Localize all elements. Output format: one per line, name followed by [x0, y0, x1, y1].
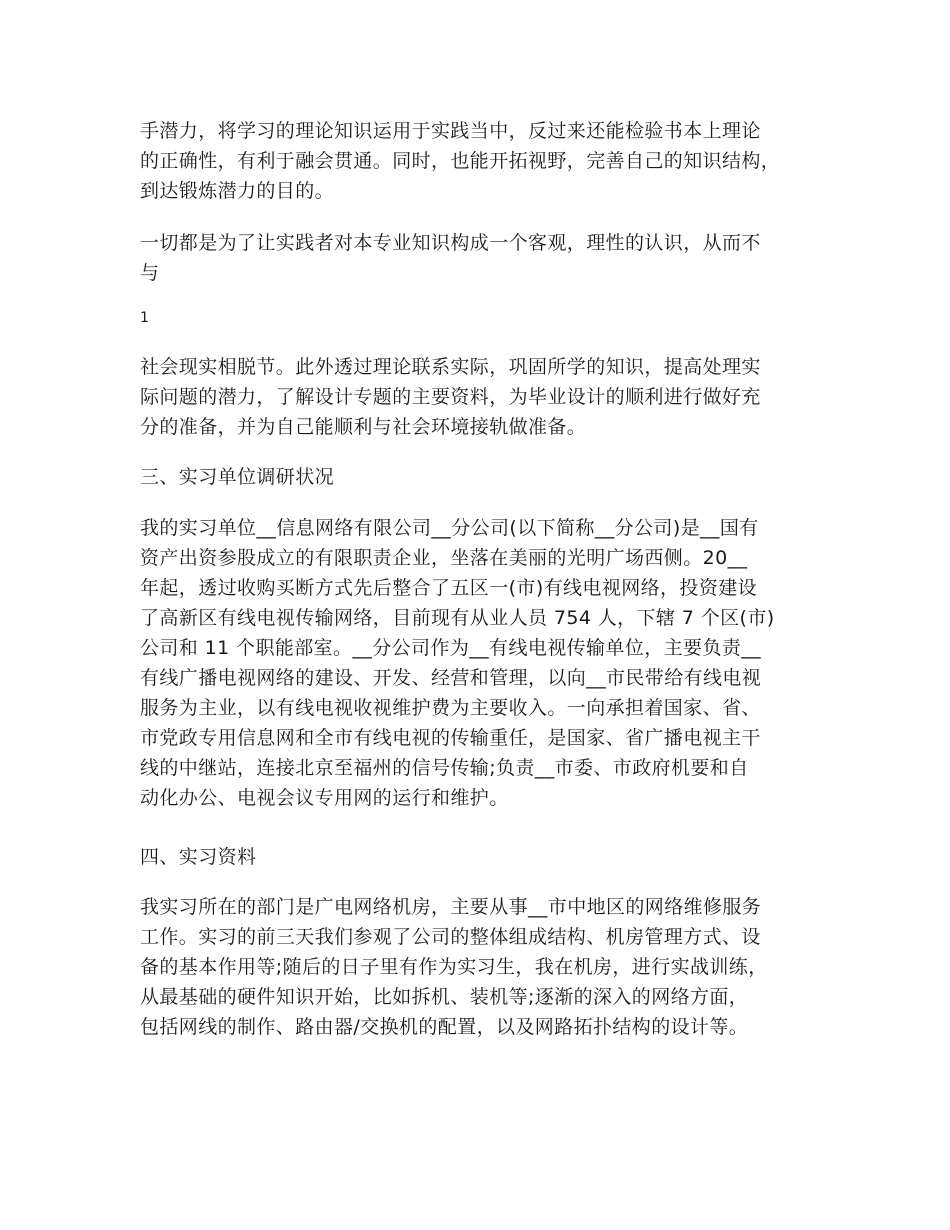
paragraph-practice-benefits [140, 116, 840, 206]
text-line: 一切都是为了让实践者对本专业知识构成一个客观，理性的认识，从而不 [140, 232, 761, 254]
text-line: 服务为主业，以有线电视收视维护费为主要收入。一向承担着国家、省、 [140, 697, 761, 719]
text-line: 的正确性，有利于融会贯通。同时，也能开拓视野，完善自己的知识结构， [140, 150, 781, 172]
text-line: 与 [140, 262, 160, 284]
text-line: 线的中继站，连接北京至福州的信号传输;负责__市委、市政府机要和自 [140, 757, 749, 779]
text-line: 动化办公、电视会议专用网的运行和维护。 [140, 787, 509, 809]
section-heading-internship-content [140, 842, 840, 872]
text-line: 分的准备，并为自己能顺利与社会环境接轨做准备。 [140, 416, 587, 438]
paragraph-theory-practice [140, 352, 840, 442]
text-line: 手潜力，将学习的理论知识运用于实践当中，反过来还能检验书本上理论 [140, 120, 761, 142]
paragraph-practice-purpose [140, 228, 840, 288]
text-line: 年起，透过收购买断方式先后整合了五区一(市)有线电视网络，投资建设 [140, 577, 758, 599]
section-heading: 四、实习资料 [140, 846, 257, 868]
text-line: 包括网线的制作、路由器/交换机的配置，以及网路拓扑结构的设计等。 [140, 1016, 749, 1038]
text-line: 从最基础的硬件知识开始，比如拆机、装机等;逐渐的深入的网络方面， [140, 986, 749, 1008]
text-line: 到达锻炼潜力的目的。 [140, 180, 335, 202]
text-line: 备的基本作用等;随后的日子里有作为实习生，我在机房，进行实战训练， [140, 956, 768, 978]
text-line: 公司和 11 个职能部室。__分公司作为__有线电视传输单位，主要负责__ [140, 637, 762, 659]
paragraph-internship-content [140, 892, 840, 1042]
text-line: 我的实习单位__信息网络有限公司__分公司(以下简称__分公司)是__国有 [140, 517, 759, 539]
paragraph-unit-description [140, 513, 840, 813]
page-number: 1 [140, 310, 150, 326]
page-number-block [140, 308, 840, 328]
text-line: 市党政专用信息网和全市有线电视的传输重任，是国家、省广播电视主干 [140, 727, 761, 749]
section-heading-unit-survey [140, 462, 840, 492]
text-line: 有线广播电视网络的建设、开发、经营和管理，以向__市民带给有线电视 [140, 667, 762, 689]
text-line: 资产出资参股成立的有限职责企业，坐落在美丽的光明广场西侧。20__ [140, 547, 748, 569]
text-line: 工作。实习的前三天我们参观了公司的整体组成结构、机房管理方式、设 [140, 926, 761, 948]
text-line: 了高新区有线电视传输网络，目前现有从业人员 754 人，下辖 7 个区(市) [140, 607, 775, 629]
section-heading: 三、实习单位调研状况 [140, 466, 335, 488]
text-line: 际问题的潜力，了解设计专题的主要资料，为毕业设计的顺利进行做好充 [140, 386, 761, 408]
text-line: 我实习所在的部门是广电网络机房，主要从事__市中地区的网络维修服务 [140, 896, 762, 918]
text-line: 社会现实相脱节。此外透过理论联系实际，巩固所学的知识，提高处理实 [140, 356, 761, 378]
